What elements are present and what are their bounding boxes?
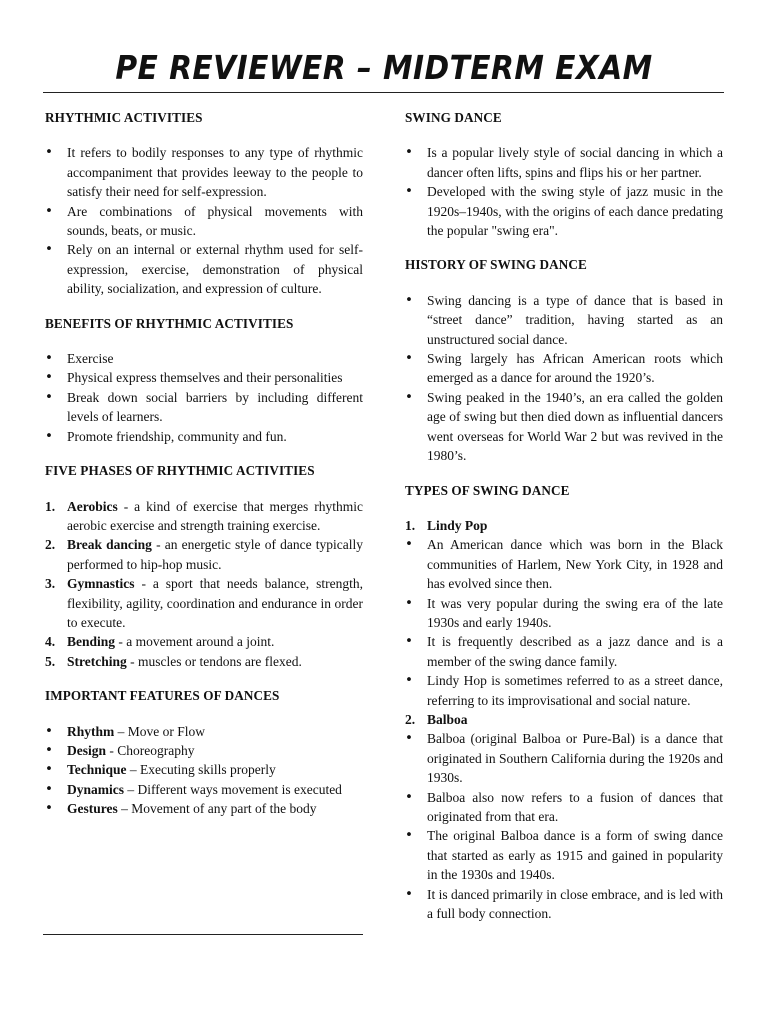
bullet-list <box>45 143 363 298</box>
item-number: 5. <box>45 653 56 669</box>
types-list <box>405 516 723 924</box>
list-item: • Swing peaked in the 1940’s, an era called the golden age of swing but then died down as influential dancers went overseas for World War 2 but was revived in the 1980’s. <box>405 388 723 466</box>
item-term: Stretching <box>67 653 127 669</box>
item-number: 1. <box>45 498 56 514</box>
section-heading: TYPES OF SWING DANCE <box>405 482 570 498</box>
item-title: Balboa <box>427 711 468 727</box>
list-item <box>45 722 363 741</box>
list-item: • Developed with the swing style of jazz music in the 1920s–1940s, with the origins of each dance predating the popular "swing era". <box>405 182 723 240</box>
section-rhythmic-activities <box>45 108 363 299</box>
item-text: - a sport that needs balance, strength, flexibility, agility, coordination and endurance in order to execute. <box>67 576 363 630</box>
bullet-list <box>45 349 363 446</box>
list-item: • It was very popular during the swing era of the late 1930s and early 1940s. <box>405 594 723 633</box>
list-item: • Is a popular lively style of social dancing in which a dancer often lifts, spins and flips his or her partner. <box>405 143 723 182</box>
right-column <box>405 108 723 938</box>
bullet-list <box>405 291 723 466</box>
subheading-balboa <box>405 710 723 729</box>
list-item <box>45 574 363 632</box>
list-item <box>45 760 363 779</box>
page-title: PE REVIEWER – MIDTERM EXAM <box>115 48 653 87</box>
section-heading: FIVE PHASES OF RHYTHMIC ACTIVITIES <box>45 463 315 479</box>
section-heading: HISTORY OF SWING DANCE <box>405 257 587 273</box>
item-text: - muscles or tendons are flexed. <box>126 653 302 669</box>
list-item <box>45 741 363 760</box>
numbered-list <box>45 497 363 672</box>
list-item: • Balboa (original Balboa or Pure-Bal) is a dance that originated in Southern California during the 1920s and 1930s. <box>405 729 723 787</box>
section-heading: SWING DANCE <box>405 110 502 125</box>
footer-divider <box>43 934 363 935</box>
list-item <box>45 497 363 536</box>
left-column <box>45 108 363 834</box>
section-heading: RHYTHMIC ACTIVITIES <box>45 110 203 125</box>
list-item <box>45 535 363 574</box>
item-term: Design <box>67 742 107 758</box>
section-heading: BENEFITS OF RHYTHMIC ACTIVITIES <box>45 315 294 331</box>
item-text: - a kind of exercise that merges rhythmic aerobic exercise and strength training exercise. <box>67 498 363 533</box>
item-number: 4. <box>45 634 56 650</box>
item-text: - an energetic style of dance typically performed to hip-hop music. <box>67 537 363 572</box>
item-term: Gymnastics <box>67 576 135 592</box>
item-number: 1. <box>405 517 416 533</box>
item-term: Bending <box>67 634 116 650</box>
item-text: – Movement of any part of the body <box>117 801 317 817</box>
item-title: Lindy Pop <box>427 517 488 533</box>
bullet-list <box>45 722 363 819</box>
list-item <box>45 632 363 651</box>
item-term: Dynamics <box>67 781 124 797</box>
section-heading: IMPORTANT FEATURES OF DANCES <box>45 688 280 704</box>
section-features <box>45 686 363 818</box>
item-term: Rhythm <box>67 723 115 739</box>
list-item: • It is frequently described as a jazz dance and is a member of the swing dance family. <box>405 632 723 671</box>
item-number: 3. <box>45 576 56 592</box>
section-swing-dance <box>405 108 723 240</box>
list-item <box>45 652 363 671</box>
title-divider <box>43 92 724 93</box>
list-item: • The original Balboa dance is a form of swing dance that started as early as 1915 and gained in popularity in the 1930s and 1940s. <box>405 826 723 884</box>
item-text: - a movement around a joint. <box>115 634 275 650</box>
section-types <box>405 481 723 924</box>
section-history <box>405 255 723 465</box>
list-item: • Break down social barriers by including different levels of learners. <box>45 388 363 427</box>
list-item: • Rely on an internal or external rhythm used for self-expression, exercise, demonstration of physical ability, socialization, and expression of culture. <box>45 240 363 298</box>
item-number: 2. <box>45 537 56 553</box>
item-text: – Different ways movement is executed <box>124 781 342 797</box>
item-term: Gestures <box>67 801 118 817</box>
list-item: • Promote friendship, community and fun. <box>45 427 363 446</box>
list-item <box>45 799 363 818</box>
item-text: – Move or Flow <box>114 723 206 739</box>
item-term: Aerobics <box>67 498 118 514</box>
item-term: Technique <box>67 762 127 778</box>
list-item: • An American dance which was born in the Black communities of Harlem, New York City, in 1928 and has evolved since then. <box>405 535 723 593</box>
section-five-phases <box>45 461 363 671</box>
list-item: • Exercise <box>45 349 363 368</box>
list-item <box>45 780 363 799</box>
list-item: • Swing largely has African American roots which emerged as a dance for around the 1920’s. <box>405 349 723 388</box>
list-item: • Are combinations of physical movements with sounds, beats, or music. <box>45 202 363 241</box>
item-text: - Choreography <box>106 742 195 758</box>
subheading-lindy <box>405 516 723 535</box>
bullet-list <box>405 143 723 240</box>
list-item: • It refers to bodily responses to any type of rhythmic accompaniment that provides leeway to the people to satisfy their need for self-expression. <box>45 143 363 201</box>
list-item: • It is danced primarily in close embrace, and is led with a full body connection. <box>405 885 723 924</box>
list-item: • Balboa also now refers to a fusion of dances that originated from that era. <box>405 788 723 827</box>
item-text: – Executing skills properly <box>126 762 276 778</box>
list-item: • Physical express themselves and their personalities <box>45 368 363 387</box>
list-item: • Lindy Hop is sometimes referred to as a street dance, referring to its improvisational and social nature. <box>405 671 723 710</box>
item-number: 2. <box>405 711 416 727</box>
list-item: • Swing dancing is a type of dance that is based in “street dance” tradition, having started as an unstructured social dance. <box>405 291 723 349</box>
item-term: Break dancing <box>67 537 152 553</box>
section-benefits <box>45 314 363 446</box>
